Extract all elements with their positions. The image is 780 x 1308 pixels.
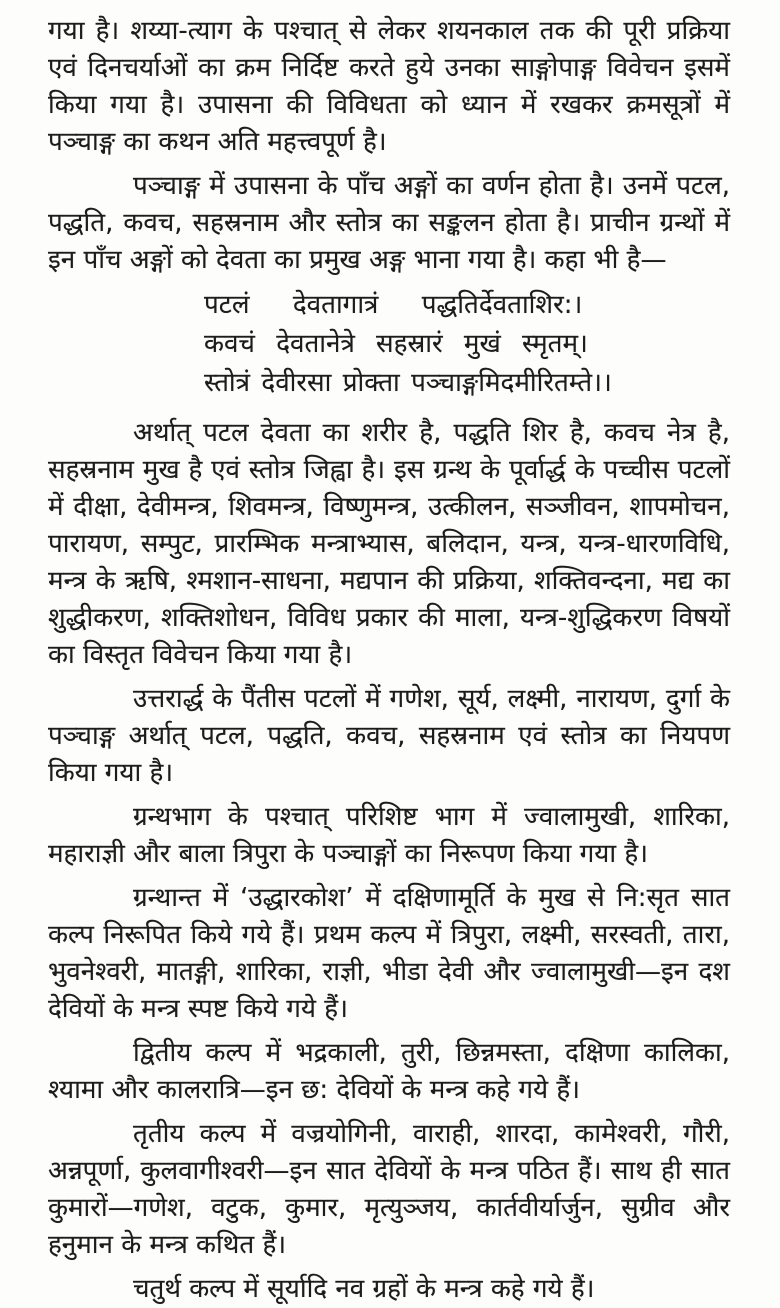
paragraph-7: द्वितीय कल्प में भद्रकाली, तुरी, छिन्नमस्ता, दक्षिणा कालिका, श्यामा और कालरात्रि—इन छ: देवियों के मन्त्र कहे गये हैं। — [48, 1038, 730, 1105]
verse-block — [204, 286, 730, 403]
verse-line-1: पटलं देवतागात्रं पद्धतिर्देवताशिर:। — [204, 290, 583, 320]
paragraph-4: उत्तरार्द्ध के पैंतीस पटलों में गणेश, सूर्य, लक्ष्मी, नारायण, दुर्गा के पञ्चाङ्ग अर्थात् पटल, पद्धति, कवच, सहस्रनाम एवं स्तोत्र का नियपण किया गया है। — [48, 684, 730, 788]
paragraph-1: गया है। शय्या-त्याग के पश्चात् से लेकर शयनकाल तक की पूरी प्रक्रिया एवं दिनचर्याओं का क्रम निर्दिष्ट करते हुये उनका साङ्गोपाङ्ग विवेचन इसमें किया गया है। उपासना की विविधता को ध्यान में रखकर क्रमसूत्रों में पञ्चाङ्ग का कथन अति महत्त्वपूर्ण है। — [48, 16, 730, 157]
verse-line-3: स्तोत्रं देवीरसा प्रोक्ता पञ्चाङ्गमिदमीरितम्ते।। — [204, 368, 612, 398]
paragraph-5: ग्रन्थभाग के पश्चात् परिशिष्ट भाग में ज्वालामुखी, शारिका, महाराज्ञी और बाला त्रिपुरा के पञ्चाङ्गों का निरूपण किया गया है। — [48, 802, 730, 869]
paragraph-8: तृतीय कल्प में वज्रयोगिनी, वाराही, शारदा, कामेश्वरी, गौरी, अन्नपूर्णा, कुलवागीश्वरी—इन सात देवियों के मन्त्र पठित हैं। साथ ही सात कुमारों—गणेश, वटुक, कुमार, मृत्युञ्जय, कार्तवीर्यार्जुन, सुग्रीव और हनुमान के मन्त्र कथित हैं। — [48, 1119, 730, 1260]
paragraph-3: अर्थात् पटल देवता का शरीर है, पद्धति शिर है, कवच नेत्र है, सहस्रनाम मुख है एवं स्तोत्र जिह्वा है। इस ग्रन्थ के पूर्वार्द्ध के पच्चीस पटलों में दीक्षा, देवीमन्त्र, शिवमन्त्र, विष्णुमन्त्र, उत्कीलन, सञ्जीवन, शापमोचन, पारायण, सम्पुट, प्रारम्भिक मन्त्राभ्यास, बलिदान, यन्त्र, यन्त्र-धारणविधि, मन्त्र के ऋषि, श्मशान-साधना, मद्यपान की प्रक्रिया, शक्तिवन्दना, मद्य का शुद्धीकरण, शक्तिशोधन, विविध प्रकार की माला, यन्त्र-शुद्धिकरण विषयों का विस्तृत विवेचन किया गया है। — [48, 418, 730, 670]
paragraph-9: चतुर्थ कल्प में सूर्यादि नव ग्रहों के मन्त्र कहे गये हैं। — [133, 1274, 595, 1304]
paragraph-6: ग्रन्थान्त में ‘उद्धारकोश’ में दक्षिणामूर्ति के मुख से नि:सृत सात कल्प निरूपित किये गये हैं। प्रथम कल्प में त्रिपुरा, लक्ष्मी, सरस्वती, तारा, भुवनेश्वरी, मातङ्गी, शारिका, राज्ञी, भीडा देवी और ज्वालामुखी—इन दश देवियों के मन्त्र स्पष्ट किये गये हैं। — [48, 883, 730, 1024]
paragraph-2: पञ्चाङ्ग में उपासना के पाँच अङ्गों का वर्णन होता है। उनमें पटल, पद्धति, कवच, सहस्रनाम और स्तोत्र का सङ्कलन होता है। प्राचीन ग्रन्थों में इन पाँच अङ्गों को देवता का प्रमुख अङ्ग भाना गया है। कहा भी है— — [48, 171, 730, 275]
verse-line-2: कवचं देवतानेत्रे सहस्रारं मुखं स्मृतम्। — [204, 329, 588, 359]
